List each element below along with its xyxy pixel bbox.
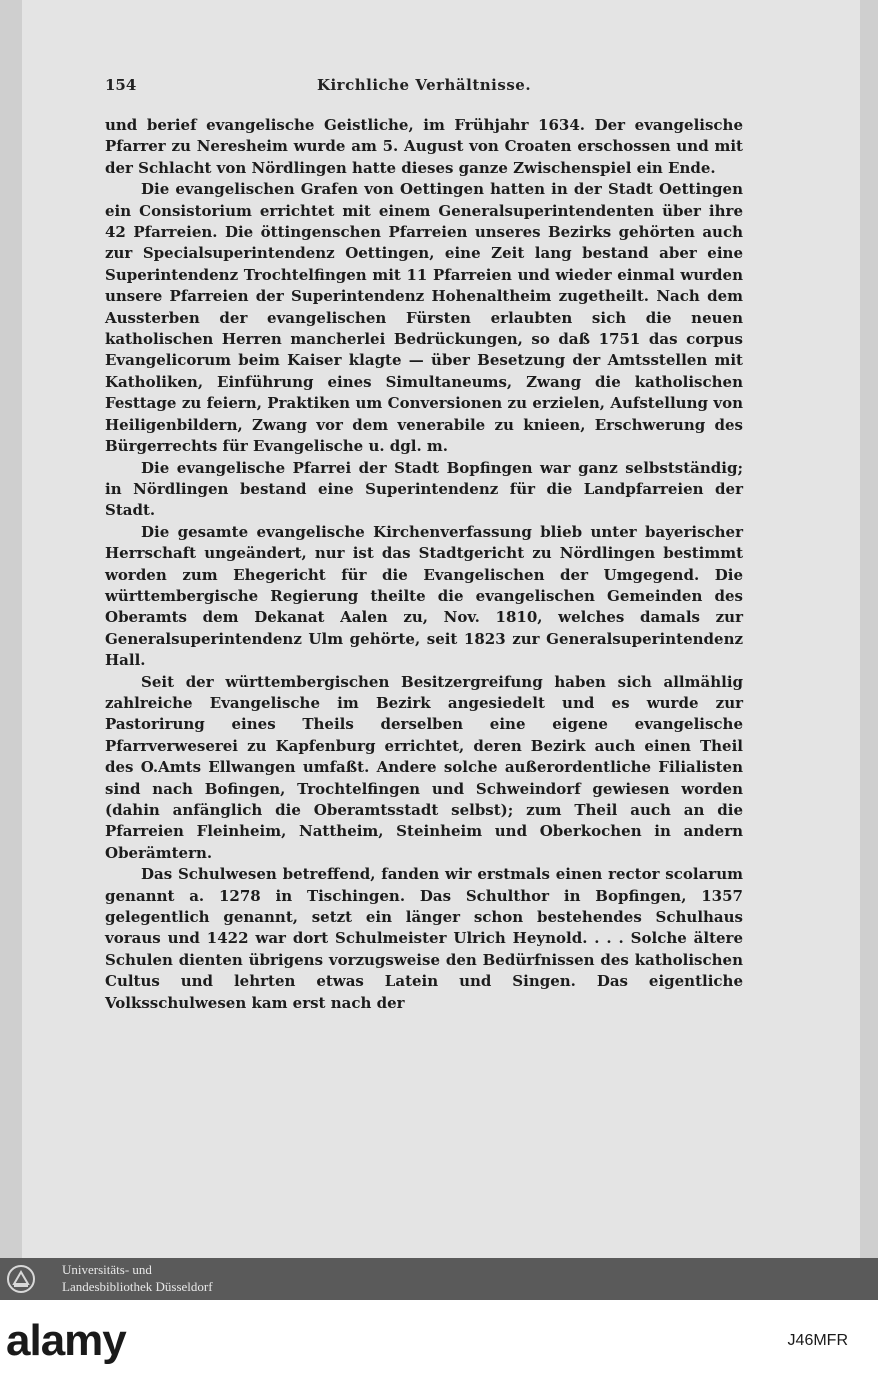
page-number: 154 [105,76,137,94]
stock-image-code: J46MFR [787,1332,848,1349]
library-logo-icon [6,1264,36,1294]
paragraph-4: Die gesamte evangelische Kirchenverfassung blieb unter bayerischer Herrschaft ungeändert, nur ist das Stadtgericht zu Nördlingen bestimmt worden zum Ehegericht für die Evangelischen der Umgegend. Die württembergische Regierung theilte die evangelischen Gemeinden des Oberamts dem Dekanat Aalen zu, Nov. 1810, welches damals zur Generalsuperintendenz Ulm gehörte, seit 1823 zur Generalsuperintendenz Hall. [105,522,743,670]
paragraph-6: Das Schulwesen betreffend, fanden wir erstmals einen rector scolarum genannt a. 1278 in Tischingen. Das Schulthor in Bopfingen, 1357 gelegentlich genannt, setzt ein länger schon bestehendes Schulhaus voraus und 1422 war dort Schulmeister Ulrich Heynold. . . . Solche ältere Schulen dienten übrigens vorzugsweise den Bedürfnissen des katholischen Cultus und lehrten etwas Latein und Singen. Das eigentliche Volksschulwesen kam erst nach der [105,865,743,1012]
page-header [105,76,743,100]
page-body [105,115,743,1014]
paragraph-2: Die evangelischen Grafen von Oettingen hatten in der Stadt Oettingen ein Consistorium errichtet mit einem Generalsuperintendenten über ihre 42 Pfarreien. Die öttingenschen Pfarreien unseres Bezirks gehörten auch zur Specialsuperintendenz Oettingen, eine Zeit lang bestand aber eine Superintendenz Trochtelfingen mit 11 Pfarreien und wieder einmal wurden unsere Pfarreien der Superintendenz Hohenaltheim zugetheilt. Nach dem Aussterben der evangelischen Fürsten erlaubten sich die neuen katholischen Herren mancherlei Bedrückungen, so daß 1751 das corpus Evangelicorum beim Kaiser klagte — über Besetzung der Amtsstellen mit Katholiken, Einführung eines Simultaneums, Zwang die katholischen Festtage zu feiern, Praktiken um Conversionen zu erzielen, Aufstellung von Heiligenbildern, Zwang vor dem venerabile zu knieen, Erschwerung des Bürgerrechts für Evangelische u. dgl. m. [105,180,743,456]
stock-watermark-bar [0,1300,878,1390]
paragraph-3: Die evangelische Pfarrei der Stadt Bopfingen war ganz selbstständig; in Nördlingen bestand eine Superintendenz für die Landpfarreien der Stadt. [105,458,743,520]
running-title: Kirchliche Verhältnisse. [316,76,532,94]
paragraph-1: und berief evangelische Geistliche, im Frühjahr 1634. Der evangelische Pfarrer zu Neresheim wurde am 5. August von Croaten erschossen und mit der Schlacht von Nördlingen hatte dieses ganze Zwischenspiel ein Ende. [105,116,743,177]
library-name-line2: Landesbibliothek Düsseldorf [62,1279,213,1294]
paragraph-5: Seit der württembergischen Besitzergreifung haben sich allmählig zahlreiche Evangelische im Bezirk angesiedelt und es wurde zur Pastorirung eines Theils derselben eine eigene evangelische Pfarrverweserei zu Kapfenburg errichtet, deren Bezirk auch einen Theil des O.Amts Ellwangen umfaßt. Andere solche außerordentliche Filialisten sind nach Bofingen, Trochtelfingen und Schweindorf gewiesen worden (dahin anfänglich die Oberamtsstadt selbst); zum Theil auch an die Pfarreien Fleinheim, Nattheim, Steinheim und Oberkochen in andern Oberämtern. [105,672,743,862]
stock-brand-logo: alamy [6,1316,126,1365]
library-name-line1: Universitäts- und [62,1262,152,1277]
library-footer [0,1258,878,1300]
